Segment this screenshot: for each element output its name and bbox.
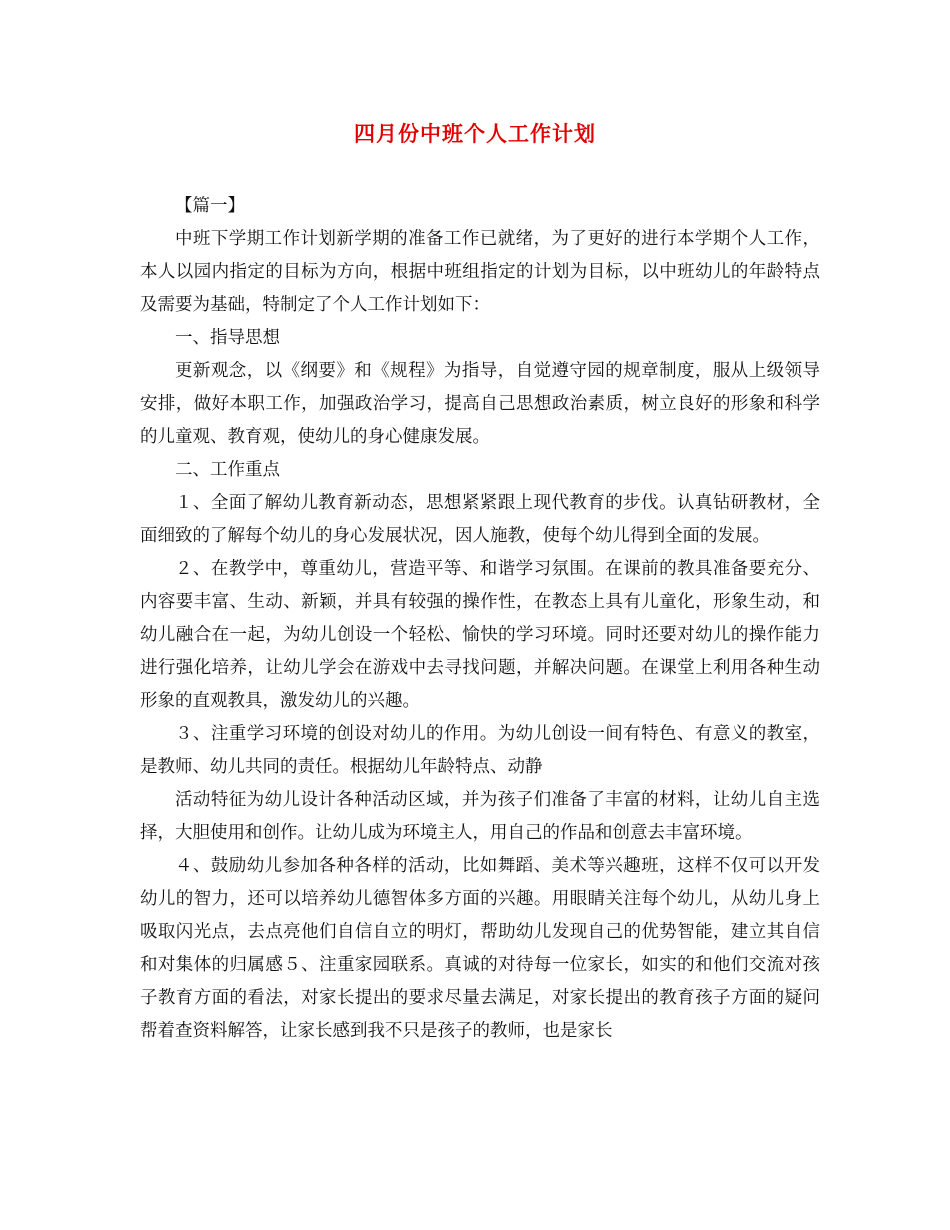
work-focus-item-3-continued: 活动特征为幼儿设计各种活动区域，并为孩子们准备了丰富的材料，让幼儿自主选择，大胆使用和创作。让幼儿成为环境主人，用自己的作品和创意去丰富环境。 xyxy=(140,790,820,843)
document-title: 四月份中班个人工作计划 xyxy=(354,121,596,146)
heading-work-focus: 二、工作重点 xyxy=(175,460,280,480)
work-focus-item-1: １、全面了解幼儿教育新动态，思想紧紧跟上现代教育的步伐。认真钻研教材，全面细致的了解每个幼儿的身心发展状况，因人施教，使每个幼儿得到全面的发展。 xyxy=(140,493,820,546)
intro-paragraph: 中班下学期工作计划新学期的准备工作已就绪，为了更好的进行本学期个人工作，本人以园内指定的目标为方向，根据中班组指定的计划为目标，以中班幼儿的年龄特点及需要为基础，特制定了个人工作计划如下： xyxy=(140,229,820,315)
work-focus-item-4: ４、鼓励幼儿参加各种各样的活动，比如舞蹈、美术等兴趣班，这样不仅可以开发幼儿的智力，还可以培养幼儿德智体多方面的兴趣。用眼睛关注每个幼儿，从幼儿身上吸取闪光点，去点亮他们自信自立的明灯，帮助幼儿发现自己的优势智能，建立其自信和对集体的归属感５、注重家园联系。真诚的对待每一位家长，如实的和他们交流对孩子教育方面的看法，对家长提出的要求尽量去满足，对家长提出的教育孩子方面的疑问帮着查资料解答，让家长感到我不只是孩子的教师，也是家长 xyxy=(140,856,820,1041)
document-body xyxy=(140,190,820,1048)
work-focus-item-2: ２、在教学中，尊重幼儿，营造平等、和谐学习氛围。在课前的教具准备要充分、内容要丰富、生动、新颖，并具有较强的操作性，在教态上具有儿童化，形象生动，和幼儿融合在一起，为幼儿创设一个轻松、愉快的学习环境。同时还要对幼儿的操作能力进行强化培养，让幼儿学会在游戏中去寻找问题，并解决问题。在课堂上利用各种生动形象的直观教具，激发幼儿的兴趣。 xyxy=(140,559,820,711)
heading-guiding-ideology: 一、指导思想 xyxy=(175,328,280,348)
guiding-ideology-paragraph: 更新观念，以《纲要》和《规程》为指导，自觉遵守园的规章制度，服从上级领导安排，做好本职工作，加强政治学习，提高自己思想政治素质，树立良好的形象和科学的儿童观、教育观，使幼儿的身心健康发展。 xyxy=(140,361,820,447)
section-label-part-one: 【篇一】 xyxy=(175,196,245,216)
work-focus-item-3: ３、注重学习环境的创设对幼儿的作用。为幼儿创设一间有特色、有意义的教室，是教师、幼儿共同的责任。根据幼儿年龄特点、动静 xyxy=(140,724,820,777)
